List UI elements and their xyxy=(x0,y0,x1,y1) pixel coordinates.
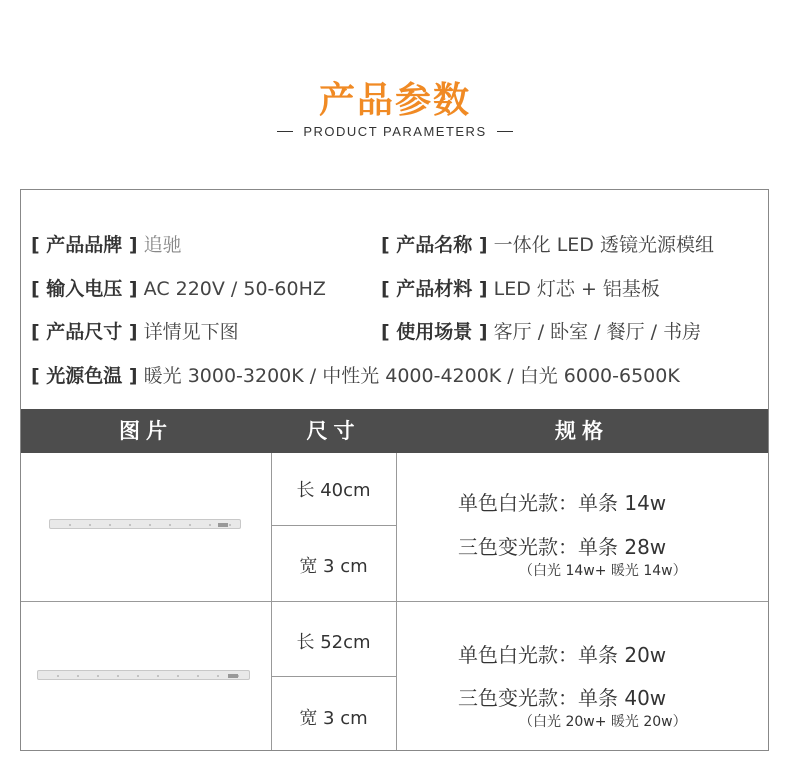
param-color-temperature: [ 光源色温 ] 暖光 3000-3200K / 中性光 4000-4200K / 白光 6000-6500K xyxy=(31,365,680,387)
parameters-box xyxy=(20,189,769,751)
subtitle-row xyxy=(0,124,790,139)
param-size: [ 产品尺寸 ] 详情见下图 xyxy=(31,321,239,343)
spec-note: （白光 14w+ 暖光 14w） xyxy=(519,563,687,579)
param-product-name: [ 产品名称 ] 一体化 LED 透镜光源模组 xyxy=(381,234,714,256)
size-width: 宽 3 cm xyxy=(299,708,368,729)
header-size: 尺寸 xyxy=(306,419,361,443)
spec-single-color: 单色白光款：单条 20w xyxy=(458,643,667,667)
spec-single-color: 单色白光款：单条 14w xyxy=(458,491,667,515)
size-length: 长 40cm xyxy=(296,480,371,501)
led-strip-dots xyxy=(50,520,242,530)
param-usage: [ 使用场景 ] 客厅 / 卧室 / 餐厅 / 书房 xyxy=(381,321,702,343)
led-strip-dots xyxy=(38,671,251,681)
param-material: [ 产品材料 ] LED 灯芯 + 铝基板 xyxy=(381,278,660,300)
divider xyxy=(497,131,513,133)
spec-note: （白光 20w+ 暖光 20w） xyxy=(519,714,687,730)
cell-divider xyxy=(271,525,396,526)
led-strip-image xyxy=(49,519,241,529)
divider xyxy=(277,131,293,133)
param-voltage: [ 输入电压 ] AC 220V / 50-60HZ xyxy=(31,278,326,300)
size-length: 长 52cm xyxy=(296,632,371,653)
header-spec: 规格 xyxy=(555,419,609,443)
page-subtitle: PRODUCT PARAMETERS xyxy=(303,124,487,139)
row-divider xyxy=(21,601,768,602)
size-width: 宽 3 cm xyxy=(299,556,368,577)
cell-divider xyxy=(271,676,396,677)
column-divider xyxy=(396,453,397,750)
header-image: 图片 xyxy=(119,419,173,443)
led-strip-image xyxy=(37,670,250,680)
spec-tri-color: 三色变光款：单条 40w xyxy=(458,686,667,710)
table-header xyxy=(21,409,768,453)
param-brand: [ 产品品牌 ] 追驰 xyxy=(31,234,182,256)
spec-tri-color: 三色变光款：单条 28w xyxy=(458,535,667,559)
page-title: 产品参数 xyxy=(318,80,471,121)
